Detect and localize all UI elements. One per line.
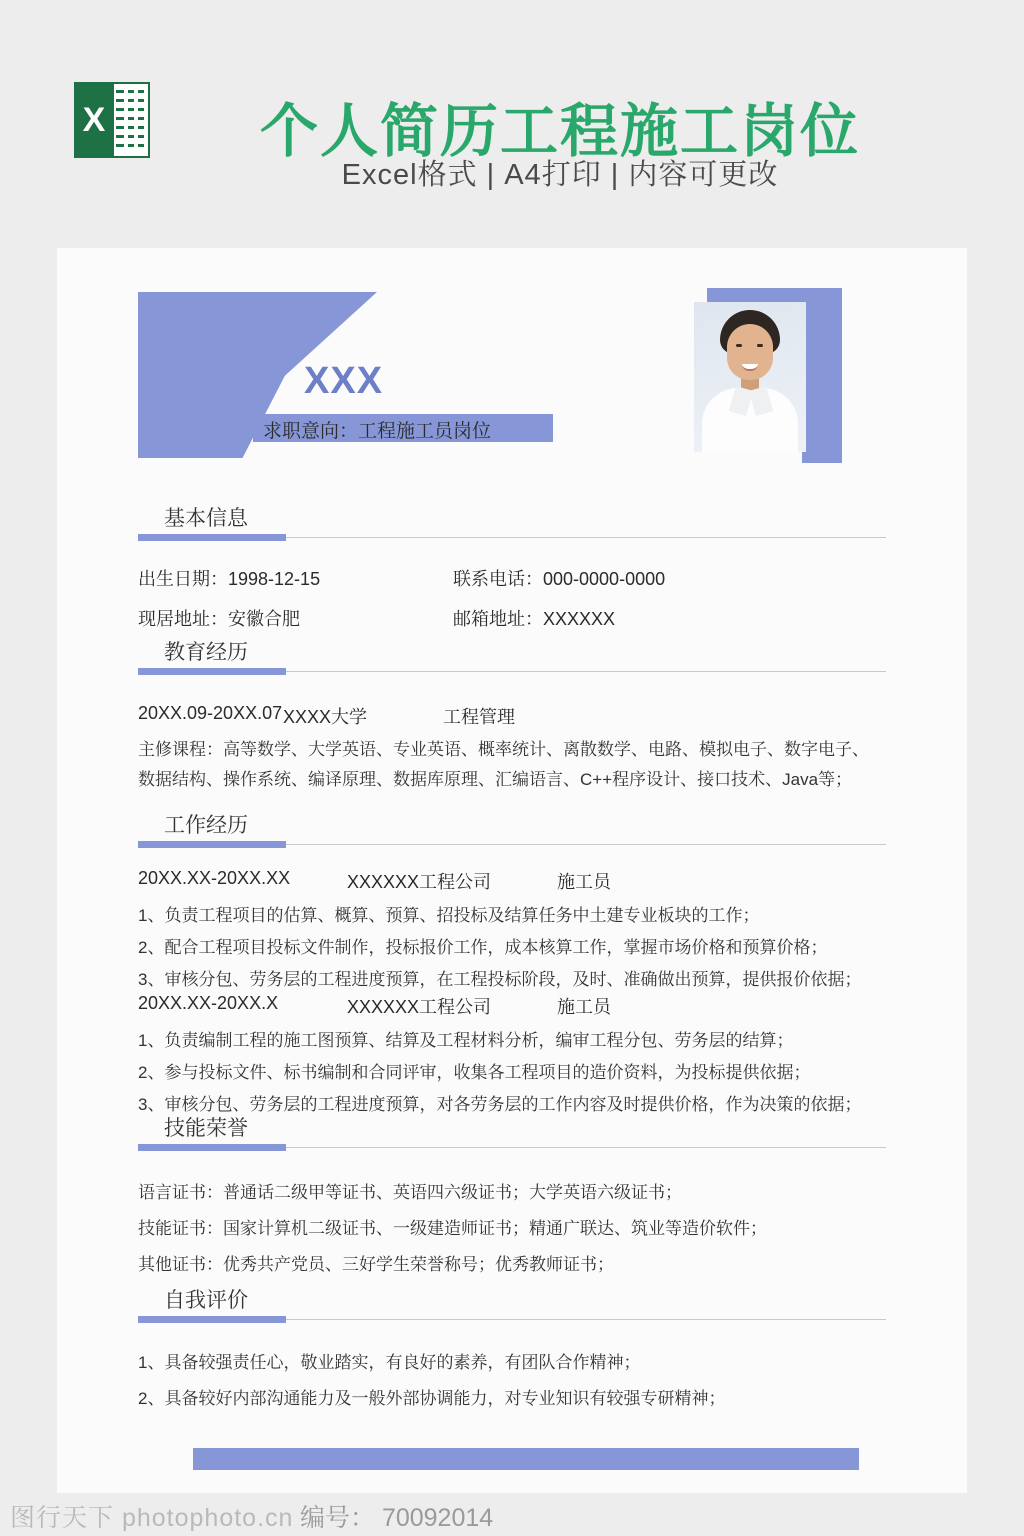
basic-info-address: 现居地址：安徽合肥: [138, 609, 300, 629]
footer-accent-bar: [193, 1448, 859, 1470]
section-title-basic-info: 基本信息: [164, 507, 248, 530]
section-divider-work-experience: [138, 844, 886, 845]
skills-item-2: 技能证书：国家计算机二级证书、一级建造师证书；精通广联达、筑业等造价软件；: [138, 1219, 767, 1238]
work-2-duty-2: 2、参与投标文件、标书编制和合同评审，收集各工程项目的造价资料，为投标提供依据；: [138, 1063, 811, 1082]
education-school: XXXX大学: [283, 707, 368, 727]
section-divider-basic-info: [138, 537, 886, 538]
work-1-duty-1: 1、负责工程项目的估算、概算、预算、招投标及结算任务中土建专业板块的工作；: [138, 906, 760, 925]
section-title-self-evaluation: 自我评价: [164, 1289, 248, 1312]
section-basic-info: [138, 506, 886, 538]
photo-eye-left: [736, 344, 742, 347]
resume-page: [57, 248, 967, 1493]
work-2-period: 20XX.XX-20XX.X: [138, 993, 279, 1013]
section-self-evaluation: [138, 1288, 886, 1320]
section-education: [138, 640, 886, 672]
basic-info-phone: 联系电话：000-0000-0000: [453, 569, 666, 589]
work-1-duty-3: 3、审核分包、劳务层的工程进度预算，在工程投标阶段，及时、准确做出预算，提供报价依据；: [138, 970, 862, 989]
education-courses-line-2: 数据结构、操作系统、编译原理、数据库原理、汇编语言、C++程序设计、接口技术、Java等；: [138, 770, 853, 789]
promo-banner: [0, 0, 1024, 248]
work-2-role: 施工员: [557, 997, 611, 1017]
work-1-role: 施工员: [557, 872, 611, 892]
basic-info-birthdate: 出生日期：1998-12-15: [138, 569, 321, 589]
work-2-duty-3: 3、审核分包、劳务层的工程进度预算，对各劳务层的工作内容及时提供价格，作为决策的依据；: [138, 1095, 862, 1114]
watermark-footer: [0, 1492, 1024, 1536]
photo-face: [727, 324, 773, 380]
skills-item-1: 语言证书：普通话二级甲等证书、英语四六级证书；大学英语六级证书；: [138, 1183, 682, 1202]
self-evaluation-item-1: 1、具备较强责任心，敬业踏实，有良好的素养，有团队合作精神；: [138, 1353, 641, 1372]
excel-icon-grid: [116, 90, 144, 150]
photo-eye-right: [757, 344, 763, 347]
applicant-photo: [694, 302, 806, 452]
work-2-duty-1: 1、负责编制工程的施工图预算、结算及工程材料分析，编审工程分包、劳务层的结算；: [138, 1031, 794, 1050]
watermark-site: 图行天下 photophoto.cn: [10, 1504, 294, 1532]
watermark-number: 编号： 70092014: [300, 1504, 494, 1532]
excel-file-icon: [74, 82, 150, 158]
section-title-education: 教育经历: [164, 641, 248, 664]
banner-subtitle: Excel格式 | A4打印 | 内容可更改: [341, 159, 779, 191]
education-period: 20XX.09-20XX.07: [138, 703, 283, 723]
work-2-company: XXXXXX工程公司: [347, 997, 492, 1017]
section-work-experience: [138, 813, 886, 845]
self-evaluation-item-2: 2、具备较好内部沟通能力及一般外部协调能力，对专业知识有较强专研精神；: [138, 1389, 726, 1408]
section-divider-education: [138, 671, 886, 672]
photo-frame-right: [802, 288, 842, 463]
section-divider-skills-honors: [138, 1147, 886, 1148]
work-1-duty-2: 2、配合工程项目投标文件制作，投标报价工作，成本核算工作，掌握市场价格和预算价格；: [138, 938, 828, 957]
applicant-name: XXX: [304, 360, 384, 402]
job-intent-text: 求职意向：工程施工员岗位: [263, 421, 492, 442]
section-title-skills-honors: 技能荣誉: [164, 1117, 248, 1140]
section-title-work-experience: 工作经历: [164, 814, 248, 837]
banner-title: 个人简历工程施工岗位: [259, 99, 860, 164]
basic-info-email: 邮箱地址：XXXXXX: [453, 609, 616, 629]
skills-item-3: 其他证书：优秀共产党员、三好学生荣誉称号；优秀教师证书；: [138, 1255, 614, 1274]
education-courses-line-1: 主修课程：高等数学、大学英语、专业英语、概率统计、离散数学、电路、模拟电子、数字电子、: [138, 740, 869, 759]
work-1-period: 20XX.XX-20XX.XX: [138, 868, 291, 888]
work-1-company: XXXXXX工程公司: [347, 872, 492, 892]
section-skills-honors: [138, 1116, 886, 1148]
section-divider-self-evaluation: [138, 1319, 886, 1320]
education-major: 工程管理: [443, 707, 515, 727]
excel-icon-letter: X: [74, 82, 114, 158]
